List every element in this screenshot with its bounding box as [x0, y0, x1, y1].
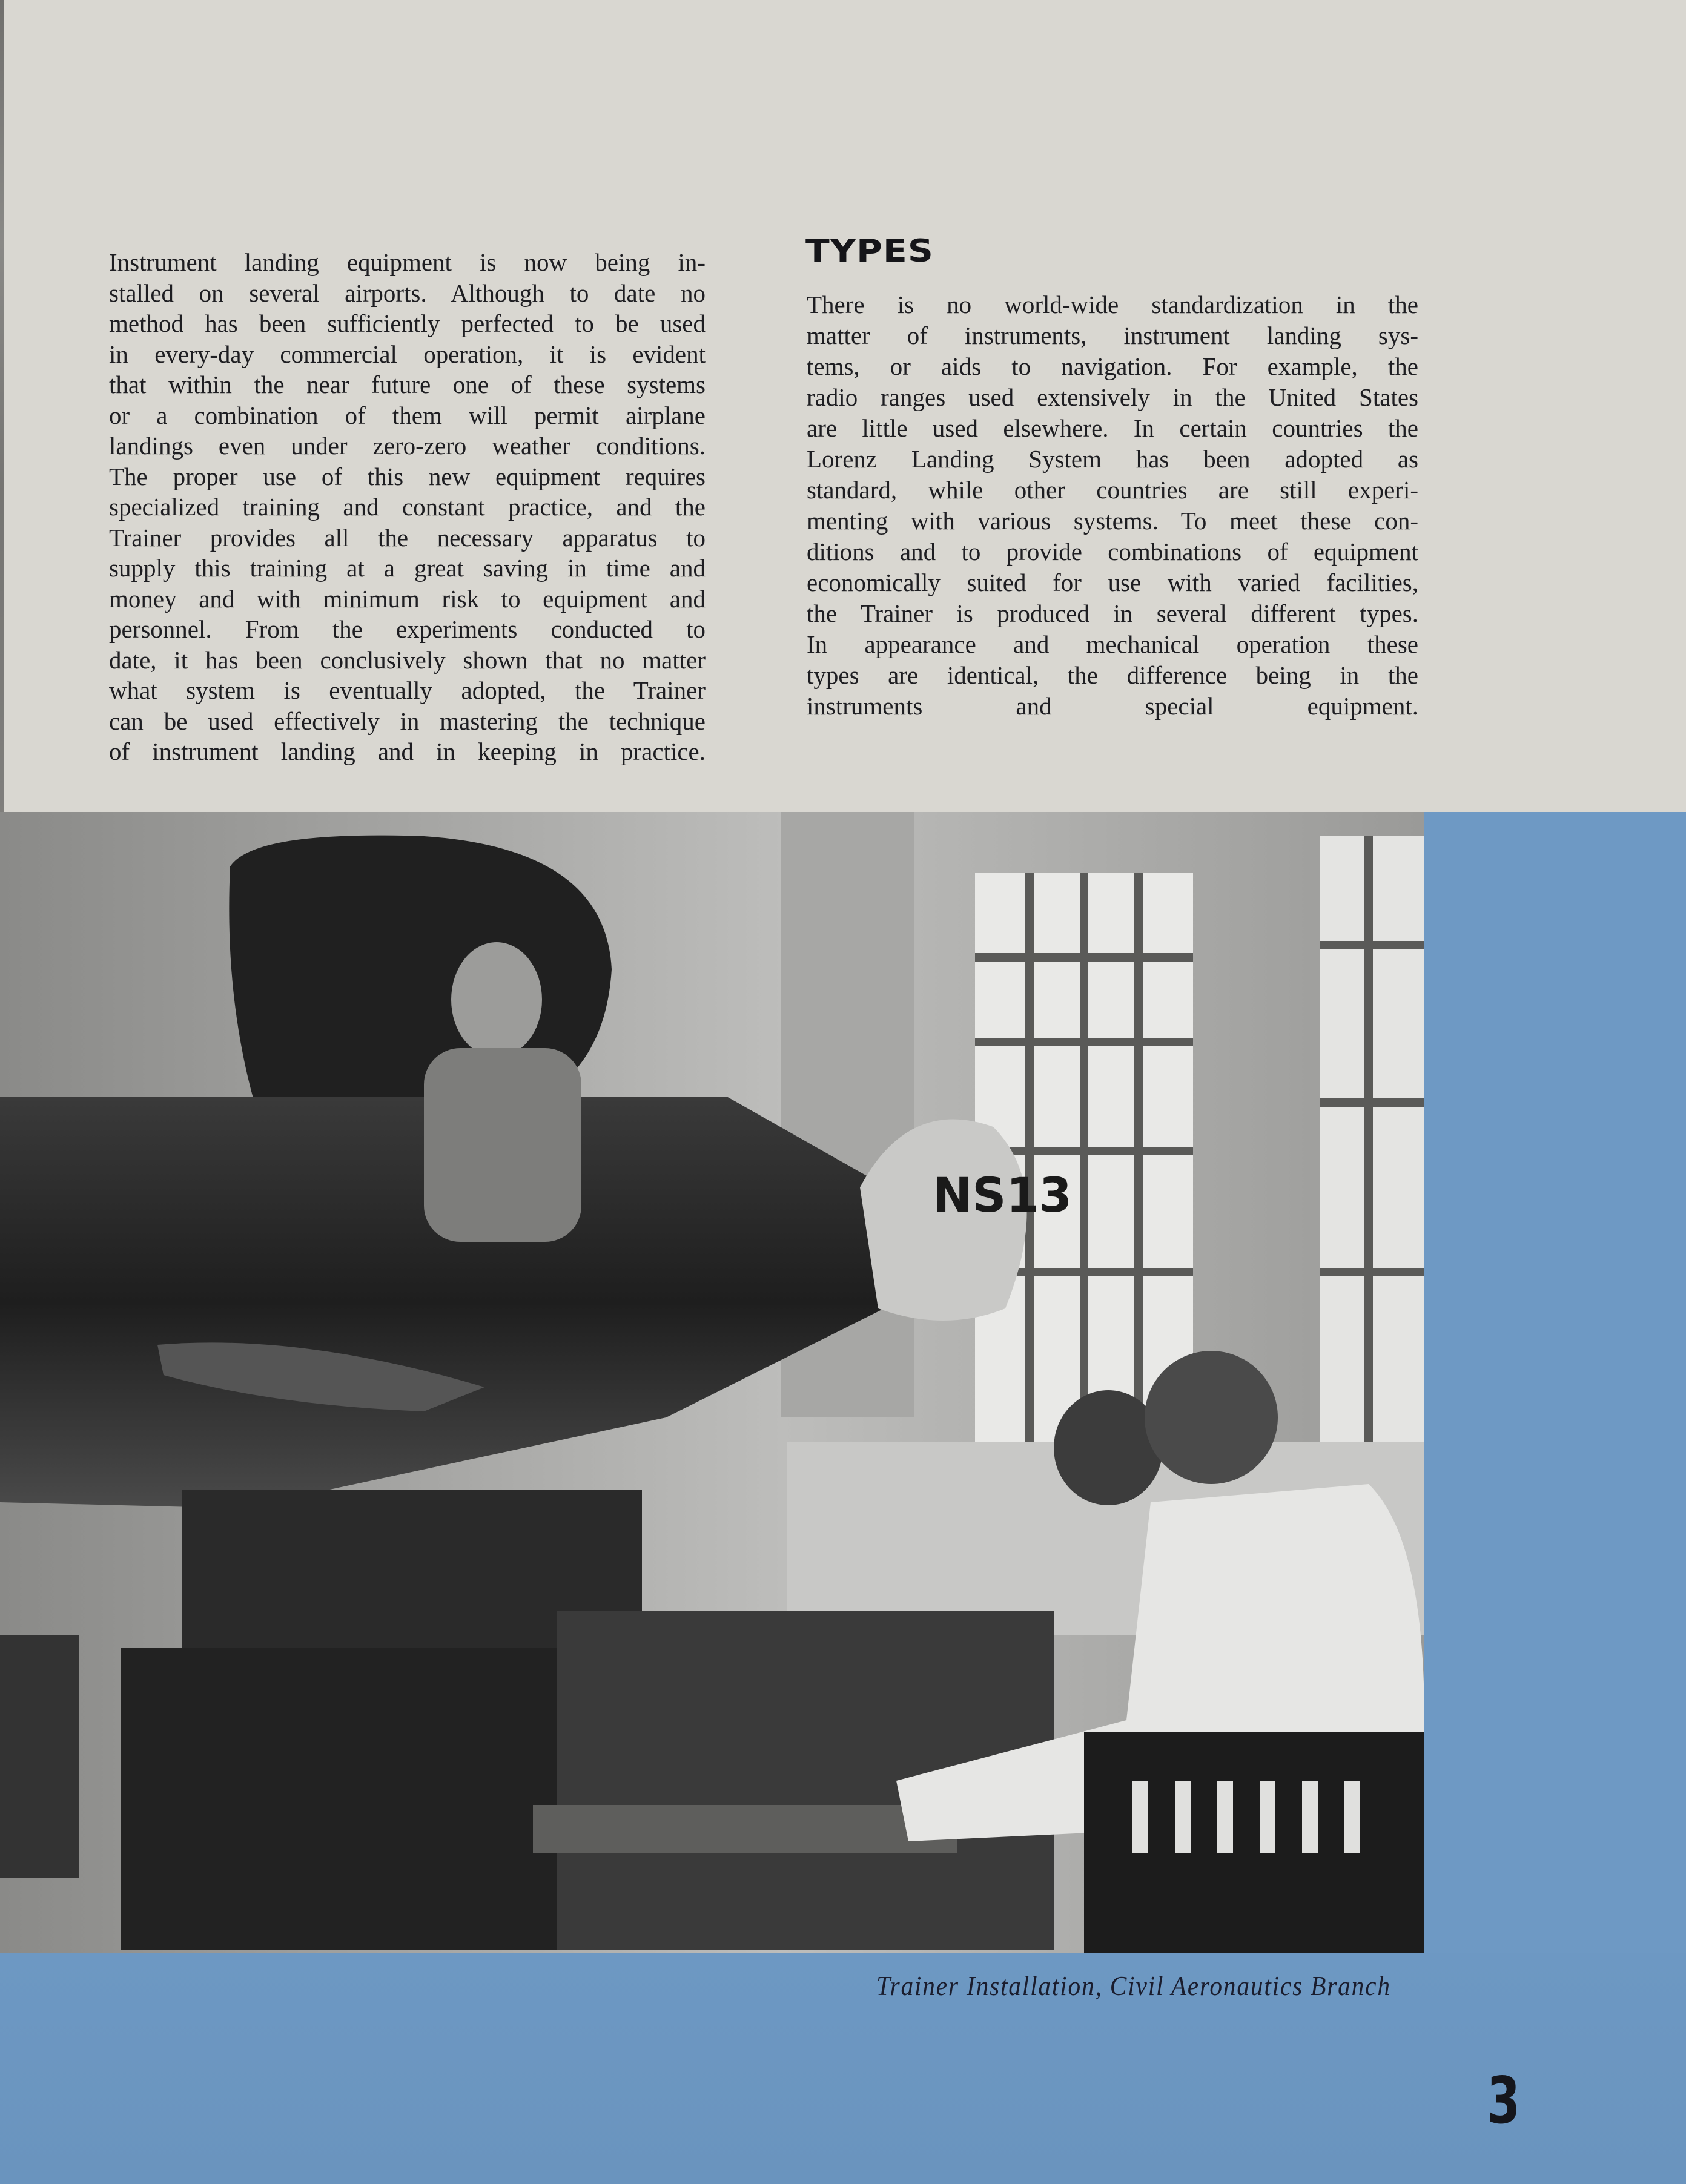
trainer-installation-photo	[0, 812, 1424, 1953]
text-line: matter of instruments, instrument landing sys-	[807, 322, 1418, 349]
text-line: in every-day commercial operation, it is evident	[109, 340, 706, 368]
blue-band-bottom	[0, 1953, 1686, 2184]
text-line: method has been sufficiently perfected to be used	[109, 309, 706, 337]
window-right	[1320, 836, 1424, 1442]
text-line: the Trainer is produced in several different types.	[807, 599, 1418, 627]
photo-caption: Trainer Installation, Civil Aeronautics Branch	[876, 1970, 1391, 2001]
text-line: Trainer provides all the necessary apparatus to	[109, 523, 706, 552]
text-line: radio ranges used extensively in the United States	[807, 383, 1418, 411]
text-line: date, it has been conclusively shown that no matter	[109, 645, 706, 674]
text-line: landings even under zero-zero weather conditions.	[109, 432, 706, 460]
text-line: can be used effectively in mastering the technique	[109, 707, 706, 735]
text-line: standard, while other countries are still experi-	[807, 476, 1418, 504]
text-line: that within the near future one of these systems	[109, 371, 706, 398]
left-text-column	[109, 247, 706, 767]
tail-marking: NS13	[933, 1169, 1073, 1223]
section-heading-types: TYPES	[805, 233, 934, 269]
text-line: There is no world-wide standardization in the	[807, 291, 1418, 318]
text-line: economically suited for use with varied facilities,	[807, 569, 1418, 596]
binding-edge	[0, 0, 4, 812]
text-line: are little used elsewhere. In certain countries the	[807, 414, 1418, 442]
right-text-column	[807, 289, 1418, 722]
text-line: Instrument landing equipment is now being in-	[109, 248, 706, 276]
text-line: menting with various systems. To meet these con-	[807, 507, 1418, 535]
text-line: tems, or aids to navigation. For example, the	[807, 352, 1418, 380]
text-line: ditions and to provide combinations of equipment	[807, 538, 1418, 566]
pilot-head	[451, 942, 542, 1057]
text-line: specialized training and constant practice, and the	[109, 493, 706, 521]
text-line: types are identical, the difference being in the	[807, 661, 1418, 689]
text-line: personnel. From the experiments conducted to	[109, 615, 706, 643]
text-line: In appearance and mechanical operation these	[807, 630, 1418, 658]
text-line: Lorenz Landing System has been adopted as	[807, 445, 1418, 473]
text-line: or a combination of them will permit airplane	[109, 401, 706, 429]
text-line: supply this training at a great saving in time and	[109, 554, 706, 582]
text-line: money and with minimum risk to equipment and	[109, 584, 706, 613]
text-line: what system is eventually adopted, the Trainer	[109, 676, 706, 704]
pilot	[424, 1048, 581, 1242]
photo-illustration	[0, 812, 1424, 1953]
text-line: instruments and special equipment.	[807, 692, 1418, 720]
page-number: 3	[1487, 2064, 1521, 2138]
text-line: of instrument landing and in keeping in practice.	[109, 737, 706, 765]
text-line: The proper use of this new equipment requires	[109, 462, 706, 490]
text-line: stalled on several airports. Although to date no	[109, 279, 706, 307]
